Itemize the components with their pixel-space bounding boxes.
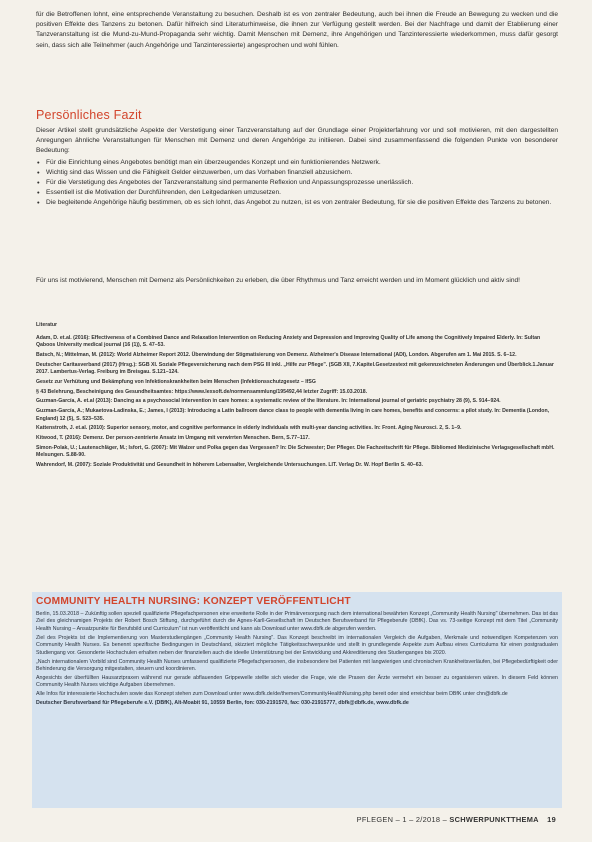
reference-item: Batsch, N.; Mittelman, M. (2012): World Alzheimer Report 2012. Überwindung der Stigmatisierung von Demenz. Alzheimer's Disease International (ADI), London. Abgerufen am 1. Mai 2015. S. 6–12. — [36, 351, 517, 358]
page-number: 19 — [547, 815, 556, 824]
reference-item: § 43 Belehrung, Bescheinigung des Gesundheitsamtes: https://www.lexsoft.de/normensammlung/195492,44 letzter Zugriff: 15.03.2018. — [36, 388, 368, 395]
news-paragraph: Alle Infos für interessierte Hochschulen sowie das Konzept stehen zum Download unter www.dbfk.de/de/themen/CommunityHealthNursing.php bereit oder sind erreichbar beim DBfK unter chn@dbfk.de — [36, 691, 508, 698]
page-footer — [357, 815, 556, 824]
literature-section — [36, 322, 558, 472]
news-box-title: COMMUNITY HEALTH NURSING: KONZEPT VERÖFFENTLICHT — [36, 596, 351, 607]
list-item: • Essentiell ist die Motivation der Durchführenden, den Leitgedanken umzusetzen. — [36, 188, 558, 198]
section-topic: SCHWERPUNKTTHEMA — [449, 815, 539, 824]
reference-item: Kattenstroth, J. et.al. (2010): Superior sensory, motor, and cognitive performance in elderly individuals with multi-year dancing activities. In: Front. Aging Neurosci. 2, S. 1–9. — [36, 425, 462, 432]
fazit-section — [36, 126, 558, 209]
reference-item: Guzman-García, A.; Mukaetova-Ladinska, E.; James, I (2013): Introducing a Latin ballroom dance class to people with dementia living in care homes, benefits and concerns: a pilot study. In: Dementia (London, England) 12 (5), S. 523–535. — [36, 407, 550, 422]
news-paragraph: Angesichts der überfüllten Hausarztpraxen während nur gerade abflauenden Grippewelle stellte sich wieder die Frage, wie die Praxen der Ärzte vermehrt ein besser zu organisieren wären. In diesem Feld können Community Health Nurses wichtige Aufgaben übernehmen. — [36, 675, 558, 689]
journal-issue: PFLEGEN – 1 – 2/2018 – — [356, 815, 448, 824]
reference-item: Guzman-García, A. et.al (2013): Dancing as a psychosocial intervention in care homes: a systematic review of the literature. In: International journal of geriatric psychiatry 28 (9), S. 914–924. — [36, 398, 501, 405]
intro-text: für die Betroffenen lohnt, eine entsprechende Veranstaltung zu besuchen. Deshalb ist es von zentraler Bedeutung, auch bei ihnen die Freude an Bewegung zu wecken und die positiven Effekte des Tanzens zu betonen. Dafür hilfreich sind Literaturhinweise, die ihnen zur Verfügung gestellt werden. Bei der Nachfrage und damit der Etablierung einer Tanzveranstaltung ist die Mund-zu-Mund-Propaganda sehr wichtig. Damit Menschen mit Demenz, ihre Angehörigen und Tanzinteressierte wiederkommen, muss dafür gesorgt sein, dass sich alle Teilnehmer (auch Angehörige und Tanzinteressierte) angesprochen und wohl fühlen. — [36, 11, 558, 49]
reference-item: Simon-Polak, U.; Lautenschläger, M.; Isfort, G. (2007): Mit Walzer und Polka gegen das Vergessen? In: Die Schwester; Der Pfleger. Die Fachzeitschrift für Pflege. Bibliomed Medizinische Verlagsgesellschaft mbH. Melsungen. S.88-90. — [36, 444, 555, 459]
list-item: • Wichtig sind das Wissen und die Fähigkeit Gelder einzuwerben, um das Vorhaben finanziell abzusichern. — [36, 168, 558, 178]
reference-item: Wahrendorf, M. (2007): Soziale Produktivität und Gesundheit in höherem Lebensalter, Vergleichende Untersuchungen. LIT. Verlag Dr. W. Hopf Berlin S. 40–63. — [36, 461, 423, 468]
news-paragraph: „Nach internationalem Vorbild sind Community Health Nurses umfassend qualifizierte Pflegefachpersonen, die insbesondere bei Patienten mit langwierigen und chronischen Krankheitsverläufen, bei Pflegebedürftigkeit oder Behinderung die Versorgung mitgestalten, steuern und koordinieren. — [36, 658, 558, 673]
reference-item: Kitwood, T. (2016): Demenz. Der person-zentrierte Ansatz im Umgang mit verwirrten Menschen. Bern, S.77–117. — [36, 434, 310, 441]
intro-paragraph — [36, 10, 558, 51]
news-box-body — [36, 611, 558, 709]
list-item: • Für die Einrichtung eines Angebotes benötigt man ein überzeugendes Konzept und ein funktionierendes Netzwerk. — [36, 158, 558, 168]
closing-text: Für uns ist motivierend, Menschen mit Demenz als Persönlichkeiten zu erleben, die über Rhythmus und Tanz erreicht werden und im Moment glücklich und aktiv sind! — [36, 277, 521, 284]
list-item: • Für die Verstetigung des Angebotes der Tanzveranstaltung sind permanente Reflexion und Anpassungsprozesse unerlässlich. — [36, 178, 558, 188]
fazit-heading: Persönliches Fazit — [36, 108, 142, 122]
fazit-lead: Dieser Artikel stellt grundsätzliche Aspekte der Verstetigung einer Tanzveranstaltung auf der Grundlage einer Projekterfahrung vor und soll motivieren, mit den dargestellten Anregungen ähnliche Veranstaltungen für Menschen mit Demenz und deren Angehörige zu initiieren. Dabei sind zusammenfassend die folgenden Punkte von besonderer Bedeutung: — [36, 127, 558, 155]
literature-heading: Literatur — [36, 322, 58, 328]
news-paragraph: Berlin, 15.03.2018 – Zukünftig sollen speziell qualifizierte Pflegefachpersonen eine erweiterte Rolle in der Primärversorgung nach dem international bewährten Konzept „Community Health Nursing" übernehmen. Das ist das Ziel des gleichnamigen Projekts der Robert Bosch Stiftung, durchgeführt durch die Agnes-Karll-Gesellschaft im Deutschen Berufsverband für Pflegeberufe (DBfK). Das vs. 73-seitige Konzept mit dem Titel „Community Health Nursing – Ansatzpunkte für Berufsbild und Curriculum" ist nun veröffentlicht und kann als Download unter www.dbfk.de abgerufen werden. — [36, 611, 558, 632]
reference-item: Adam, D. et.al. (2016): Effectiveness of a Combined Dance and Relaxation Intervention on Reducing Anxiety and Depression and Improving Quality of Life among the Cognitively Impaired Elderly. In: Sultan Qaboos University medical journal (16 (1)), S. 47–53. — [36, 334, 541, 349]
list-item: • Die begleitende Angehörige häufig bestimmen, ob es sich lohnt, das Angebot zu nutzen, ist es von zentraler Bedeutung, für sie die positiven Effekte des Tanzens zu betonen. — [36, 198, 558, 208]
news-footnote: Deutscher Berufsverband für Pflegeberufe e.V. (DBfK), Alt-Moabit 91, 10559 Berlin, fon: 030-2191570, fax: 030-21915777, dbfk@dbfk.de, www.dbfk.de — [36, 700, 409, 707]
fazit-closing — [36, 276, 558, 286]
fazit-bullet-list — [36, 158, 558, 209]
reference-item: Gesetz zur Verhütung und Bekämpfung von Infektionskrankheiten beim Menschen (Infektionsschutzgesetz – IfSG — [36, 378, 316, 385]
reference-item: Deutscher Caritasverband (2017) (Hrsg.): SGB XI. Soziale Pflegeversicherung nach dem PSG III inkl. „Hilfe zur Pflege". (SGB XII, 7.Kapitel.Gesetzestext mit gekennzeichneten Änderungen und Überblick.1.Januar 2017. Lambertus-Verlag. Freiburg im Breisgau. S.121–124. — [36, 361, 554, 376]
news-paragraph: Ziel des Projekts ist die Implementierung von Masterstudiengängen „Community Health Nursing". Das Konzept beschreibt im internationalen Vergleich die Aufgaben, Merkmale und notwendigen Kompetenzen von Community Health Nurses. Es benennt spezifische Bedingungen in Deutschland, skizziert mögliche Tätigkeitsschwerpunkte und stellt in grundlegende Aspekte zum Aufbau eines Curriculums für einen postgradualen Studiengang vor. Gesonderte Hochschulen erhalten neben der finanziellen auch die ideelle Unterstützung bei der Entwicklung und Akkreditierung des Studienganges bis 2020. — [36, 634, 558, 656]
